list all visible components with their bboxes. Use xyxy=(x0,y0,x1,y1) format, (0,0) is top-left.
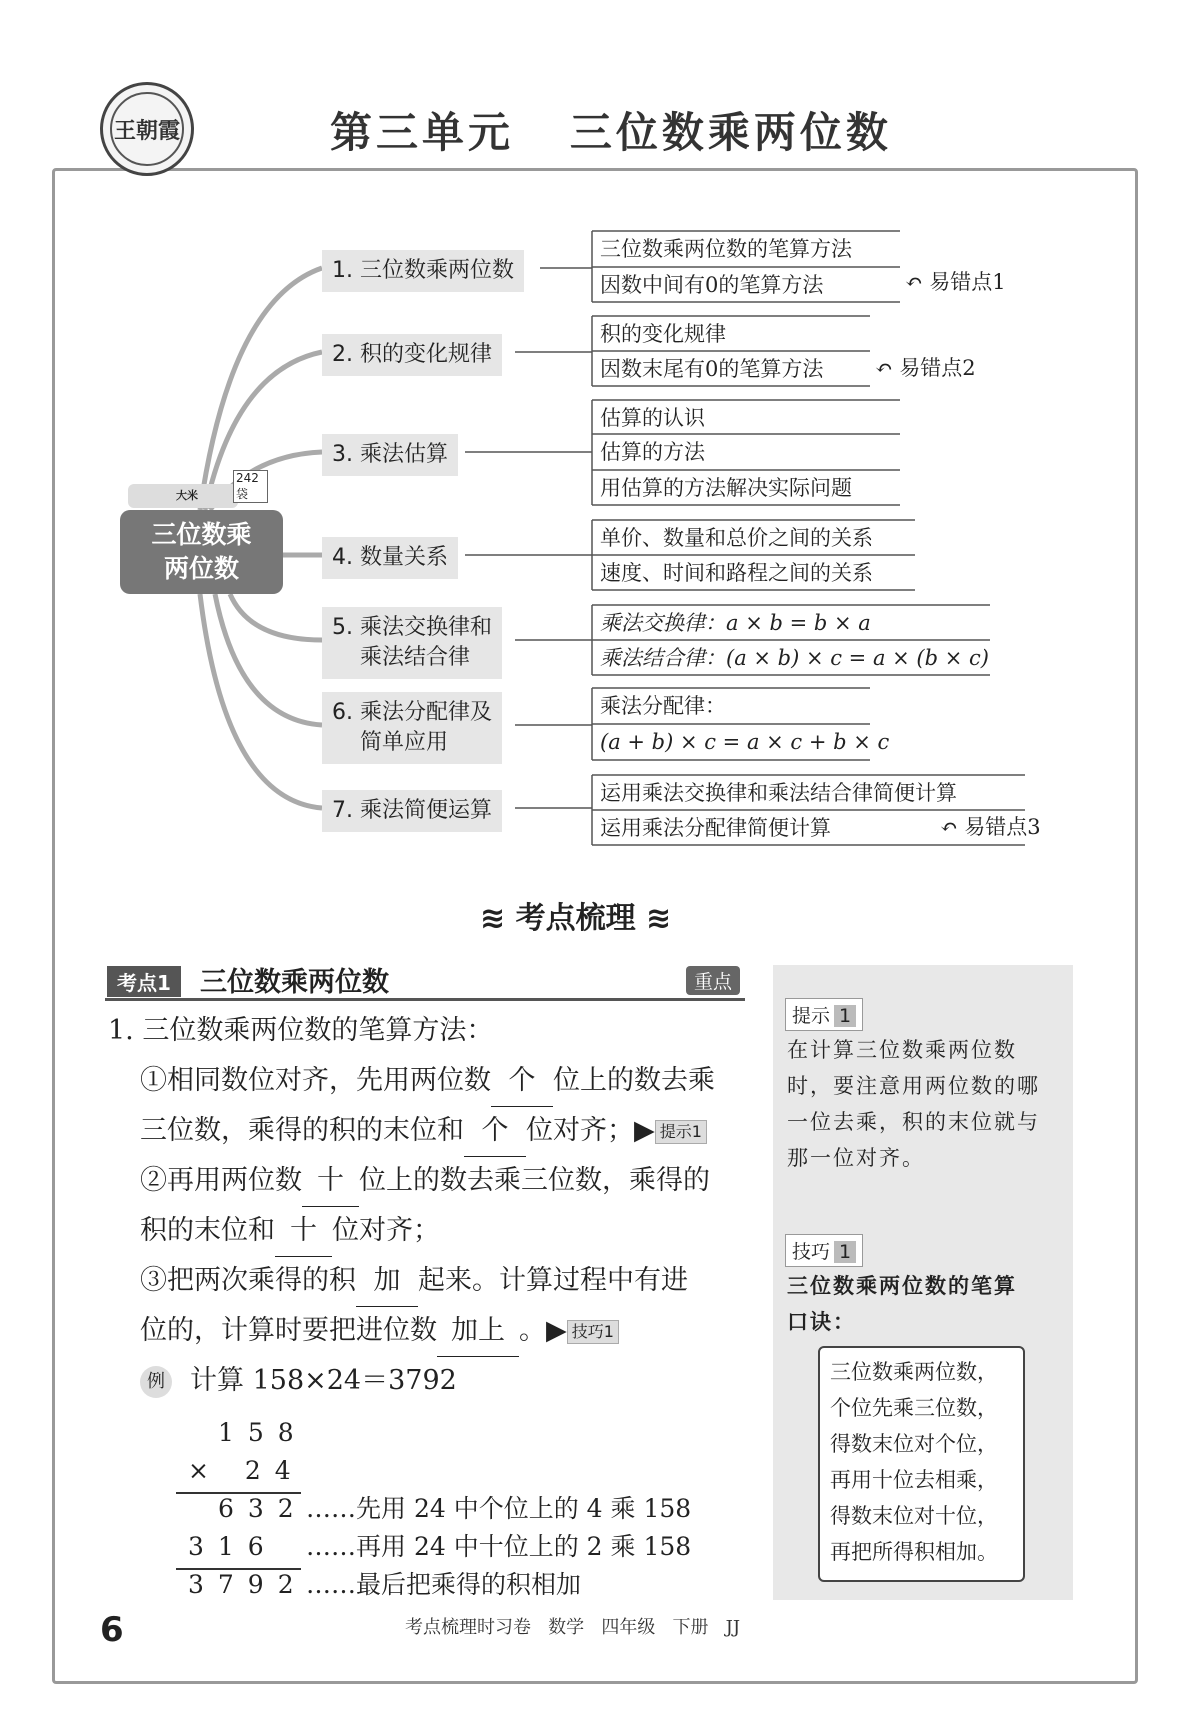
calc-row-partial2: 316 xyxy=(188,1532,278,1561)
answer-blank-4: 十 xyxy=(275,1206,332,1257)
step-3-line2 xyxy=(140,1306,619,1357)
kaodian-title: 三位数乘两位数 xyxy=(200,967,389,998)
tip-tag xyxy=(785,998,863,1031)
center-line2: 两位数 xyxy=(163,554,239,583)
branch-1-label: 1. 三位数乘两位数 xyxy=(322,250,524,292)
arrow-icon: ▶ xyxy=(634,1115,655,1146)
step-3-line1 xyxy=(140,1256,688,1307)
mnemonic-line: 再用十位去相乘， xyxy=(830,1468,998,1492)
tip-text xyxy=(787,1032,1040,1176)
mnemonic-line: 再把所得积相加。 xyxy=(830,1540,998,1564)
leaf-5-1: 乘法交换律：a × b = b × a xyxy=(600,611,871,635)
text-span: 积的末位和 xyxy=(140,1215,275,1246)
mindmap-center xyxy=(120,510,283,594)
error-note-1: ↶ 易错点1 xyxy=(905,270,1006,294)
center-line1: 三位数乘 xyxy=(151,520,252,549)
calc-note-2: ……再用 24 中十位上的 2 乘 158 xyxy=(306,1532,692,1561)
calc-row-product: 3792 xyxy=(188,1570,308,1599)
branch-2-label: 2. 积的变化规律 xyxy=(322,334,502,376)
step-1-line1 xyxy=(140,1056,715,1107)
answer-blank-2: 个 xyxy=(464,1106,526,1157)
skill-tag-label: 技巧 xyxy=(792,1241,831,1263)
section-title-text: 考点梳理 xyxy=(515,901,636,936)
error-note-3: ↶ 易错点3 xyxy=(940,815,1041,839)
bag-count-sign: 242 袋 xyxy=(233,470,268,503)
tip-tag-number: 1 xyxy=(834,1005,856,1027)
branch-6-line1: 6. 乘法分配律及 xyxy=(332,700,492,725)
page-title: 第三单元 三位数乘两位数 xyxy=(330,108,892,157)
text-span: ②再用两位数 xyxy=(140,1165,302,1196)
leaf-2-1: 积的变化规律 xyxy=(600,322,726,346)
mnemonic-line: 得数末位对个位， xyxy=(830,1432,998,1456)
branch-5-line1: 5. 乘法交换律和 xyxy=(332,615,492,640)
center-illustration xyxy=(128,470,268,510)
leaf-7-1: 运用乘法交换律和乘法结合律简便计算 xyxy=(600,781,957,805)
mnemonic-box xyxy=(818,1346,1025,1582)
text-span: 位上的数去乘 xyxy=(553,1065,715,1096)
wave-icon-left: ≋ xyxy=(480,901,506,936)
logo-text: 王朝霞 xyxy=(110,92,184,166)
text-span: 位上的数去乘三位数，乘得的 xyxy=(359,1165,710,1196)
calc-row-multiplicand: 158 xyxy=(218,1418,308,1447)
mnemonic-line: 三位数乘两位数， xyxy=(830,1360,998,1384)
leaf-6-2: (a + b) × c = a × c + b × c xyxy=(600,730,890,754)
truck-label: 大米 xyxy=(176,489,198,502)
skill-line: 口诀： xyxy=(787,1309,856,1334)
answer-blank-3: 十 xyxy=(302,1156,359,1207)
leaf-4-1: 单价、数量和总价之间的关系 xyxy=(600,526,873,550)
tip-line: 那一位对齐。 xyxy=(787,1146,925,1170)
calc-row-multiplier: × 24 xyxy=(188,1456,305,1485)
tip-line: 一位去乘，积的末位就与 xyxy=(787,1110,1040,1134)
skill-text xyxy=(787,1268,1017,1340)
leaf-3-1: 估算的认识 xyxy=(600,406,705,430)
leaf-7-2: 运用乘法分配律简便计算 xyxy=(600,816,831,840)
branch-5-label xyxy=(322,607,502,679)
calc-note-3: ……最后把乘得的积相加 xyxy=(306,1570,582,1599)
kaodian-tag: 考点1 xyxy=(107,966,181,997)
branch-7-label: 7. 乘法简便运算 xyxy=(322,790,502,832)
arrow-icon: ▶ xyxy=(546,1315,567,1346)
step-2-line2 xyxy=(140,1206,440,1257)
error-note-3-text: 易错点3 xyxy=(964,815,1041,839)
leaf-1-2: 因数中间有0的笔算方法 xyxy=(600,273,824,297)
step-1-line2 xyxy=(140,1106,707,1157)
text-span: ①相同数位对齐，先用两位数 xyxy=(140,1065,491,1096)
example-statement: 计算 158×24＝3792 xyxy=(190,1365,457,1396)
calc-note-1: ……先用 24 中个位上的 4 乘 158 xyxy=(306,1494,692,1523)
skill-1-reference[interactable]: 技巧1 xyxy=(567,1320,619,1344)
tip-line: 在计算三位数乘两位数 xyxy=(787,1038,1017,1062)
text-span: 位对齐； xyxy=(332,1215,440,1246)
leaf-4-2: 速度、时间和路程之间的关系 xyxy=(600,561,873,585)
error-note-2: ↶ 易错点2 xyxy=(875,356,976,380)
tip-tag-label: 提示 xyxy=(792,1005,831,1027)
answer-blank-6: 加上 xyxy=(437,1306,519,1357)
text-span: 位对齐； xyxy=(526,1115,634,1146)
mnemonic-line: 个位先乘三位数， xyxy=(830,1396,998,1420)
branch-6-line2: 简单应用 xyxy=(360,730,449,755)
answer-blank-5: 加 xyxy=(356,1256,418,1307)
importance-badge: 重点 xyxy=(686,966,740,995)
step-2-line1 xyxy=(140,1156,710,1207)
section-heading xyxy=(480,893,671,937)
calc-row-partial1: 632 xyxy=(218,1494,308,1523)
tip-line: 时，要注意用两位数的哪 xyxy=(787,1074,1040,1098)
leaf-5-2: 乘法结合律：(a × b) × c = a × (b × c) xyxy=(600,646,989,670)
leaf-3-2: 估算的方法 xyxy=(600,440,705,464)
item-1-heading: 1. 三位数乘两位数的笔算方法： xyxy=(108,1015,494,1046)
text-span: 起来。计算过程中有进 xyxy=(418,1265,688,1296)
text-span: 。 xyxy=(519,1315,546,1346)
leaf-3-3: 用估算的方法解决实际问题 xyxy=(600,476,852,500)
wave-icon-right: ≋ xyxy=(646,901,672,936)
branch-6-label xyxy=(322,692,502,764)
text-span: ③把两次乘得的积 xyxy=(140,1265,356,1296)
mnemonic-line: 得数末位对十位， xyxy=(830,1504,998,1528)
text-span: 三位数，乘得的积的末位和 xyxy=(140,1115,464,1146)
text-span: 位的，计算时要把进位数 xyxy=(140,1315,437,1346)
leaf-1-1: 三位数乘两位数的笔算方法 xyxy=(600,237,852,261)
skill-tag xyxy=(785,1234,863,1267)
branch-4-label: 4. 数量关系 xyxy=(322,537,458,579)
branch-3-label: 3. 乘法估算 xyxy=(322,434,458,476)
page-number: 6 xyxy=(100,1610,124,1650)
example-icon: 例 xyxy=(140,1366,172,1398)
error-note-2-text: 易错点2 xyxy=(899,356,976,380)
leaf-6-1: 乘法分配律： xyxy=(600,694,726,718)
skill-line: 三位数乘两位数的笔算 xyxy=(787,1273,1017,1298)
tip-1-reference[interactable]: 提示1 xyxy=(655,1120,707,1144)
answer-blank-1: 个 xyxy=(491,1056,553,1107)
skill-tag-number: 1 xyxy=(834,1241,856,1263)
branch-5-line2: 乘法结合律 xyxy=(360,645,471,670)
leaf-2-2: 因数末尾有0的笔算方法 xyxy=(600,357,824,381)
error-note-1-text: 易错点1 xyxy=(929,270,1006,294)
footer-text: 考点梳理时习卷 数学 四年级 下册 JJ xyxy=(405,1617,741,1638)
